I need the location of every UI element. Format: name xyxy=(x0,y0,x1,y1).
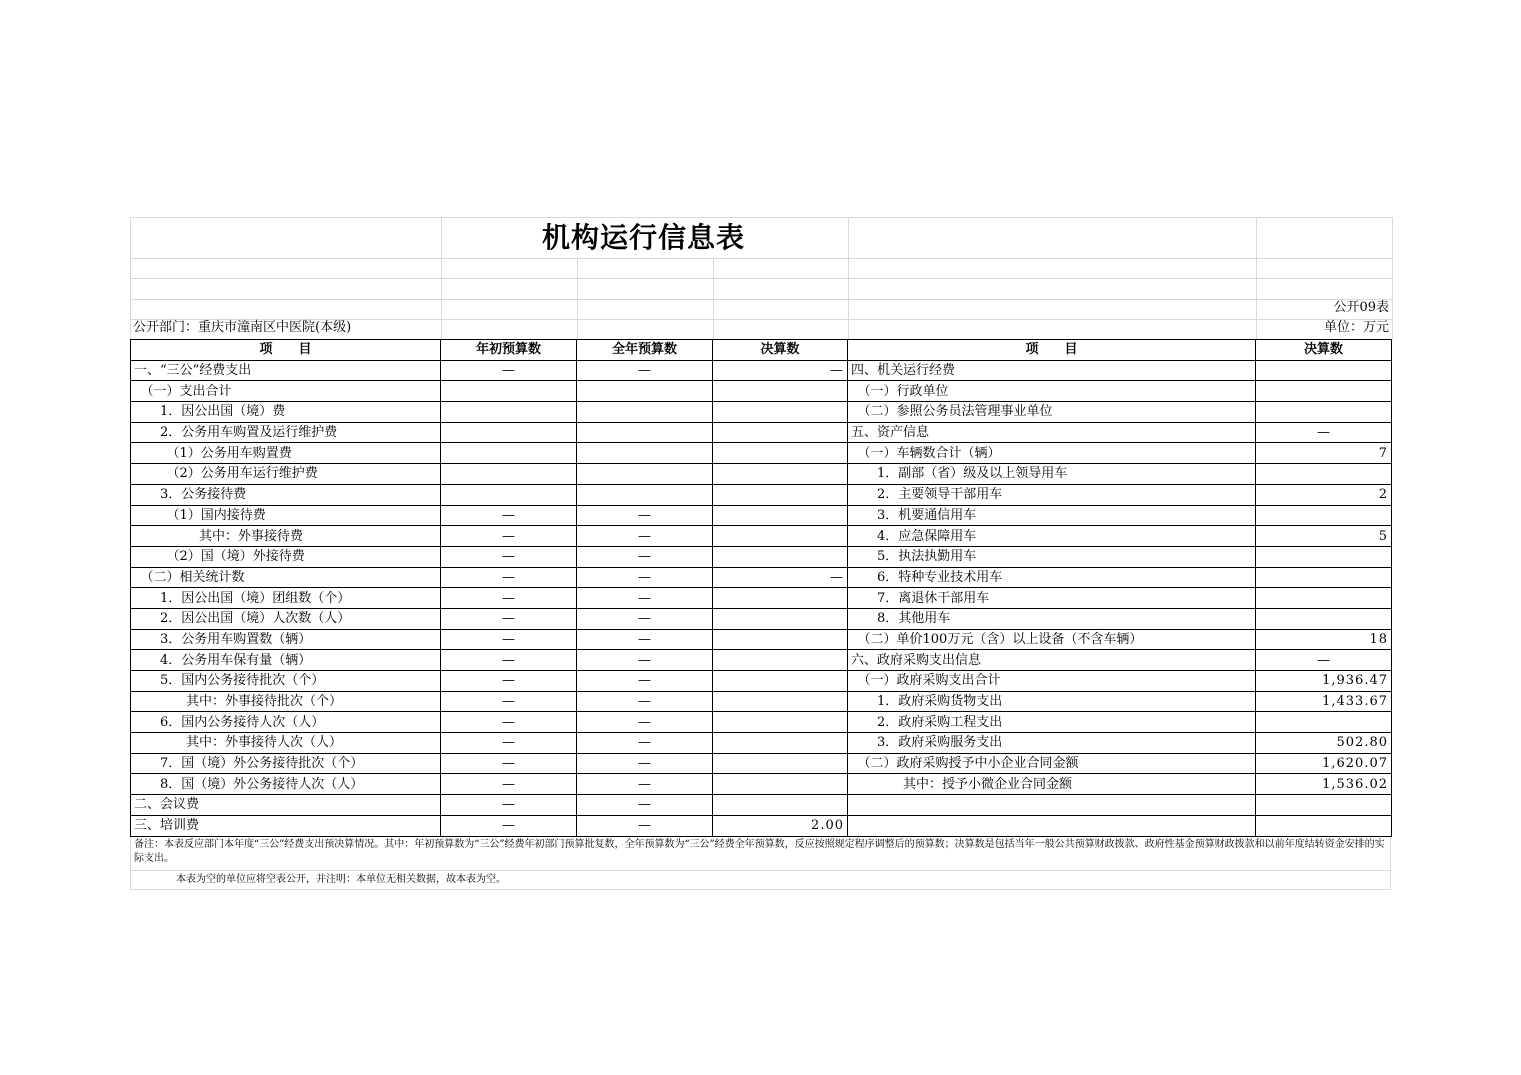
grid-line xyxy=(848,218,849,340)
final-accounts-cell xyxy=(713,422,848,443)
final-accounts-cell xyxy=(713,505,848,526)
full-year-budget-cell xyxy=(577,381,713,402)
right-final-cell xyxy=(1256,567,1392,588)
table-row xyxy=(131,691,1392,712)
full-year-budget-cell: — xyxy=(577,795,713,816)
table-row xyxy=(131,567,1392,588)
right-item-cell: （一）车辆数合计（辆） xyxy=(848,443,1256,464)
right-item-cell: 其中：授予小微企业合同金额 xyxy=(848,774,1256,795)
right-item-cell: 3．机要通信用车 xyxy=(848,505,1256,526)
notes-section xyxy=(130,837,1391,890)
left-item-cell: 其中：外事接待批次（个） xyxy=(131,691,441,712)
full-year-budget-cell: — xyxy=(577,360,713,381)
left-item-cell: 5．国内公务接待批次（个） xyxy=(131,671,441,692)
initial-budget-cell xyxy=(441,381,577,402)
full-year-budget-cell: — xyxy=(577,505,713,526)
right-final-cell: — xyxy=(1256,650,1392,671)
initial-budget-cell xyxy=(441,484,577,505)
right-final-cell xyxy=(1256,464,1392,485)
left-item-cell: 6．国内公务接待人次（人） xyxy=(131,712,441,733)
initial-budget-cell: — xyxy=(441,629,577,650)
right-item-cell: 1．副部（省）级及以上领导用车 xyxy=(848,464,1256,485)
full-year-budget-cell xyxy=(577,443,713,464)
right-final-cell xyxy=(1256,588,1392,609)
left-item-cell: 3．公务接待费 xyxy=(131,484,441,505)
final-accounts-cell xyxy=(713,671,848,692)
right-item-cell: 7．离退休干部用车 xyxy=(848,588,1256,609)
initial-budget-cell xyxy=(441,443,577,464)
table-row xyxy=(131,815,1392,836)
table-row xyxy=(131,608,1392,629)
full-year-budget-cell: — xyxy=(577,567,713,588)
full-year-budget-cell: — xyxy=(577,712,713,733)
right-final-cell xyxy=(1256,815,1392,836)
initial-budget-cell: — xyxy=(441,795,577,816)
right-final-cell xyxy=(1256,608,1392,629)
left-item-cell: （一）支出合计 xyxy=(131,381,441,402)
grid-line xyxy=(1256,218,1257,340)
table-row xyxy=(131,795,1392,816)
left-item-cell: （1）公务用车购置费 xyxy=(131,443,441,464)
department-label: 公开部门：重庆市潼南区中医院(本级) xyxy=(133,320,352,335)
right-item-cell: 五、资产信息 xyxy=(848,422,1256,443)
initial-budget-cell: — xyxy=(441,712,577,733)
left-item-cell: 1．因公出国（境）费 xyxy=(131,402,441,423)
final-accounts-cell xyxy=(713,712,848,733)
left-item-cell: （2）公务用车运行维护费 xyxy=(131,464,441,485)
right-final-cell xyxy=(1256,505,1392,526)
right-item-cell: （一）行政单位 xyxy=(848,381,1256,402)
left-item-cell: （二）相关统计数 xyxy=(131,567,441,588)
right-item-cell xyxy=(848,815,1256,836)
header-initial-budget: 年初预算数 xyxy=(441,340,577,361)
right-final-cell: 1,536.02 xyxy=(1256,774,1392,795)
unit-label: 单位：万元 xyxy=(1323,320,1389,335)
right-item-cell: 4．应急保障用车 xyxy=(848,526,1256,547)
table-header-row xyxy=(131,340,1392,361)
final-accounts-cell xyxy=(713,733,848,754)
final-accounts-cell xyxy=(713,774,848,795)
right-item-cell: 3．政府采购服务支出 xyxy=(848,733,1256,754)
remark-note: 备注：本表反应部门本年度“三公”经费支出预决算情况。其中：年初预算数为“三公”经费年初部门预算批复数，全年预算数为“三公”经费全年预算数，反应按照规定程序调整后的预算数；决算数是包括当年一般公共预算财政拨款、政府性基金预算财政拨款和以前年度结转资金安排的实际支出。 xyxy=(131,837,1390,871)
table-row xyxy=(131,464,1392,485)
final-accounts-cell xyxy=(713,753,848,774)
table-row xyxy=(131,712,1392,733)
full-year-budget-cell: — xyxy=(577,691,713,712)
full-year-budget-cell xyxy=(577,484,713,505)
initial-budget-cell: — xyxy=(441,567,577,588)
full-year-budget-cell: — xyxy=(577,774,713,795)
initial-budget-cell xyxy=(441,422,577,443)
left-item-cell: 一、“三公”经费支出 xyxy=(131,360,441,381)
table-row xyxy=(131,526,1392,547)
grid-line xyxy=(131,299,1392,300)
initial-budget-cell: — xyxy=(441,733,577,754)
right-item-cell: （一）政府采购支出合计 xyxy=(848,671,1256,692)
form-code: 公开09表 xyxy=(1333,300,1389,315)
table-row xyxy=(131,774,1392,795)
right-item-cell: （二）政府采购授予中小企业合同金额 xyxy=(848,753,1256,774)
right-final-cell: — xyxy=(1256,422,1392,443)
left-item-cell: 7．国（境）外公务接待批次（个） xyxy=(131,753,441,774)
right-final-cell xyxy=(1256,795,1392,816)
initial-budget-cell: — xyxy=(441,650,577,671)
table-row xyxy=(131,546,1392,567)
initial-budget-cell: — xyxy=(441,671,577,692)
table-row xyxy=(131,629,1392,650)
final-accounts-cell xyxy=(713,650,848,671)
right-final-cell: 1,620.07 xyxy=(1256,753,1392,774)
right-final-cell: 2 xyxy=(1256,484,1392,505)
right-final-cell xyxy=(1256,360,1392,381)
final-accounts-cell xyxy=(713,443,848,464)
right-item-cell: 1．政府采购货物支出 xyxy=(848,691,1256,712)
initial-budget-cell xyxy=(441,464,577,485)
final-accounts-cell xyxy=(713,608,848,629)
final-accounts-cell xyxy=(713,526,848,547)
left-item-cell: 2．因公出国（境）人次数（人） xyxy=(131,608,441,629)
full-year-budget-cell: — xyxy=(577,629,713,650)
table-row xyxy=(131,733,1392,754)
left-item-cell: （1）国内接待费 xyxy=(131,505,441,526)
full-year-budget-cell: — xyxy=(577,650,713,671)
right-final-cell: 7 xyxy=(1256,443,1392,464)
grid-line xyxy=(131,278,1392,279)
left-item-cell: 二、会议费 xyxy=(131,795,441,816)
info-table xyxy=(130,339,1392,837)
right-item-cell xyxy=(848,795,1256,816)
right-item-cell: 四、机关运行经费 xyxy=(848,360,1256,381)
right-item-cell: （二）参照公务员法管理事业单位 xyxy=(848,402,1256,423)
full-year-budget-cell xyxy=(577,422,713,443)
initial-budget-cell: — xyxy=(441,815,577,836)
left-item-cell: 1．因公出国（境）团组数（个） xyxy=(131,588,441,609)
right-final-cell xyxy=(1256,546,1392,567)
left-item-cell: （2）国（境）外接待费 xyxy=(131,546,441,567)
right-final-cell: 1,433.67 xyxy=(1256,691,1392,712)
left-item-cell: 4．公务用车保有量（辆） xyxy=(131,650,441,671)
right-item-cell: 8．其他用车 xyxy=(848,608,1256,629)
initial-budget-cell: — xyxy=(441,360,577,381)
table-row xyxy=(131,381,1392,402)
header-right-final: 决算数 xyxy=(1256,340,1392,361)
right-final-cell xyxy=(1256,402,1392,423)
right-item-cell: 6．特种专业技术用车 xyxy=(848,567,1256,588)
full-year-budget-cell: — xyxy=(577,733,713,754)
final-accounts-cell xyxy=(713,546,848,567)
right-final-cell: 18 xyxy=(1256,629,1392,650)
table-row xyxy=(131,753,1392,774)
right-final-cell: 1,936.47 xyxy=(1256,671,1392,692)
table-row xyxy=(131,422,1392,443)
final-accounts-cell xyxy=(713,795,848,816)
final-accounts-cell xyxy=(713,464,848,485)
initial-budget-cell xyxy=(441,402,577,423)
initial-budget-cell: — xyxy=(441,546,577,567)
full-year-budget-cell: — xyxy=(577,546,713,567)
right-final-cell xyxy=(1256,712,1392,733)
header-right-item: 项 目 xyxy=(848,340,1256,361)
left-item-cell: 2．公务用车购置及运行维护费 xyxy=(131,422,441,443)
final-accounts-cell xyxy=(713,402,848,423)
final-accounts-cell xyxy=(713,484,848,505)
empty-table-note: 本表为空的单位应将空表公开，并注明：本单位无相关数据，故本表为空。 xyxy=(176,874,506,885)
initial-budget-cell: — xyxy=(441,753,577,774)
final-accounts-cell xyxy=(713,588,848,609)
right-item-cell: （二）单价100万元（含）以上设备（不含车辆） xyxy=(848,629,1256,650)
right-item-cell: 2．主要领导干部用车 xyxy=(848,484,1256,505)
right-final-cell: 5 xyxy=(1256,526,1392,547)
final-accounts-cell: 2.00 xyxy=(713,815,848,836)
right-final-cell xyxy=(1256,381,1392,402)
table-row xyxy=(131,505,1392,526)
final-accounts-cell xyxy=(713,629,848,650)
final-accounts-cell xyxy=(713,381,848,402)
left-item-cell: 三、培训费 xyxy=(131,815,441,836)
full-year-budget-cell xyxy=(577,464,713,485)
table-row xyxy=(131,443,1392,464)
right-item-cell: 2．政府采购工程支出 xyxy=(848,712,1256,733)
header-final-accounts: 决算数 xyxy=(713,340,848,361)
table-row xyxy=(131,402,1392,423)
header-full-year-budget: 全年预算数 xyxy=(577,340,713,361)
right-item-cell: 六、政府采购支出信息 xyxy=(848,650,1256,671)
initial-budget-cell: — xyxy=(441,505,577,526)
full-year-budget-cell: — xyxy=(577,671,713,692)
full-year-budget-cell: — xyxy=(577,588,713,609)
left-item-cell: 其中：外事接待费 xyxy=(131,526,441,547)
initial-budget-cell: — xyxy=(441,608,577,629)
left-item-cell: 其中：外事接待人次（人） xyxy=(131,733,441,754)
initial-budget-cell: — xyxy=(441,691,577,712)
initial-budget-cell: — xyxy=(441,588,577,609)
final-accounts-cell: — xyxy=(713,360,848,381)
table-row xyxy=(131,650,1392,671)
header-left-item: 项 目 xyxy=(131,340,441,361)
table-row xyxy=(131,484,1392,505)
initial-budget-cell: — xyxy=(441,526,577,547)
right-final-cell: 502.80 xyxy=(1256,733,1392,754)
final-accounts-cell xyxy=(713,691,848,712)
table-row xyxy=(131,671,1392,692)
full-year-budget-cell: — xyxy=(577,608,713,629)
table-row xyxy=(131,360,1392,381)
table-row xyxy=(131,588,1392,609)
page-title: 机构运行信息表 xyxy=(541,221,745,254)
full-year-budget-cell: — xyxy=(577,753,713,774)
final-accounts-cell: — xyxy=(713,567,848,588)
full-year-budget-cell: — xyxy=(577,526,713,547)
right-item-cell: 5．执法执勤用车 xyxy=(848,546,1256,567)
grid-line xyxy=(131,258,1392,259)
full-year-budget-cell: — xyxy=(577,815,713,836)
initial-budget-cell: — xyxy=(441,774,577,795)
left-item-cell: 8．国（境）外公务接待人次（人） xyxy=(131,774,441,795)
full-year-budget-cell xyxy=(577,402,713,423)
left-item-cell: 3．公务用车购置数（辆） xyxy=(131,629,441,650)
